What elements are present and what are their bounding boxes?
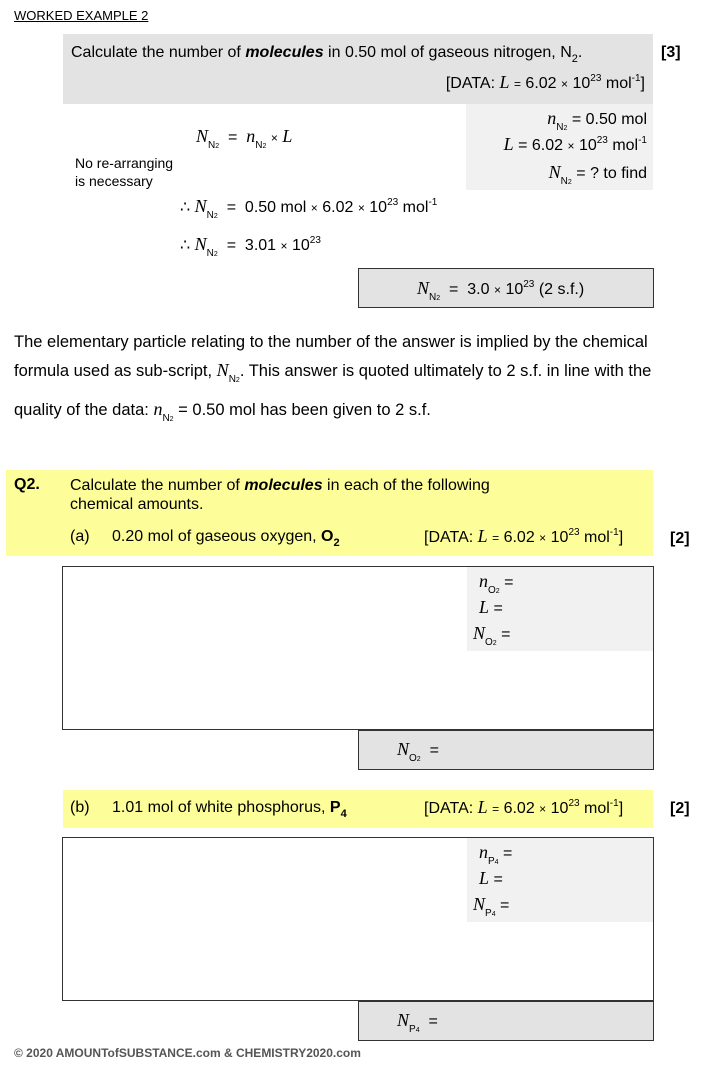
example-data-line: [DATA: $L = 6.02 \times 10^{23}$ mol$^{-1}$] [445, 72, 645, 92]
q2a-data: [DATA: $L = 6.02 \times 10^{23}$ mol$^{-1}$] [424, 526, 624, 546]
calculation-step-2: ∴ $N_{N2} = 3.01 \times 10^{23}$ [180, 234, 321, 259]
known-N: $N_{N2}$ = ? to find [548, 162, 647, 187]
q2b-known-N: $N_{P4}$ = [473, 894, 510, 919]
q2a-known-N: $N_{O2}$ = [473, 623, 511, 648]
calculation-step-1: ∴ $N_{N2} = 0.50$ mol × $6.02 \times 10^{23}$ mol$^{-1}$ [180, 196, 438, 221]
example-question-panel [63, 34, 653, 104]
q2b-known-n: $n_{P4}$ = [479, 842, 513, 867]
q2a-known-n: $n_{O2}$ = [479, 571, 514, 596]
rearrange-note: No re-arranging is necessary [75, 155, 174, 189]
example-title: WORKED EXAMPLE 2 [14, 8, 149, 23]
example-marks: [3] [661, 44, 681, 61]
q2b-marks: [2] [670, 800, 690, 817]
q2b-working-area[interactable] [62, 837, 654, 1001]
q2b-known-L: L = [479, 868, 503, 888]
q2b-panel [63, 790, 653, 828]
q2-panel [6, 470, 653, 556]
q2a-known-values [467, 567, 653, 651]
q2b-known-values [467, 838, 653, 922]
q2b-text: 1.01 mol of white phosphorus, $P_4$ [112, 799, 347, 820]
q2a-known-L: L = [479, 597, 503, 617]
q2a-text: 0.20 mol of gaseous oxygen, $O_2$ [112, 528, 340, 549]
q2a-working-area[interactable] [62, 566, 654, 730]
known-values-panel [466, 104, 653, 190]
q2b-label: (b) [70, 799, 90, 816]
example-question-text: Calculate the number of molecules in 0.50 mol of gaseous nitrogen, $N_2$. [71, 44, 583, 65]
example-answer: $N_{N2} = 3.0 \times 10^{23}$ (2 s.f.) [417, 278, 585, 303]
q2b-answer-box[interactable] [358, 1001, 654, 1041]
q2a-marks: [2] [670, 530, 690, 547]
q2a-answer-label: $N_{O2}$ = [397, 739, 439, 764]
explanation-paragraph: The elementary particle relating to the number of the answer is implied by the chemical formula used as sub-script, $N_{N2}$. This answer is quoted ultimately to 2 s.f. in line with the quality of the data: $n_{N2} = 0.50$ mol has been given to 2 s.f. [14, 333, 652, 424]
q2-question: Calculate the number of molecules in each of the following chemical amounts. [70, 477, 490, 513]
formula: $N_{N2} = n_{N2} \times L$ [196, 126, 293, 151]
known-L: $L = 6.02 \times 10^{23}$ mol$^{-1}$ [503, 134, 647, 154]
q2a-answer-box[interactable] [358, 730, 654, 770]
known-n: $n_{N2} = 0.50$ mol [547, 108, 647, 133]
footer-copyright: © 2020 AMOUNTofSUBSTANCE.com & CHEMISTRY2020.com [14, 1046, 361, 1060]
q2a-label: (a) [70, 528, 90, 545]
q2b-answer-label: $N_{P4}$ = [397, 1010, 438, 1035]
q2b-data: [DATA: $L = 6.02 \times 10^{23}$ mol$^{-1}$] [424, 797, 624, 817]
example-answer-box [358, 268, 654, 308]
q2-number: Q2. [14, 476, 40, 493]
